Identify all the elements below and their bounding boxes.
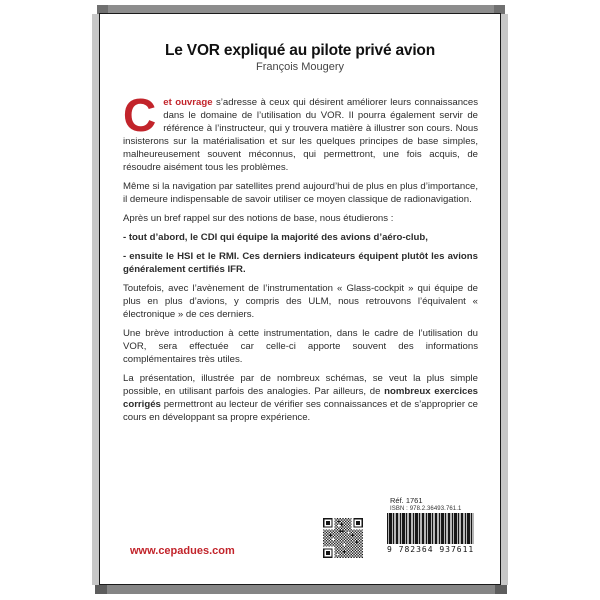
- book-bottom-edge: [95, 585, 507, 594]
- paragraph: - ensuite le HSI et le RMI. Ces derniers indicateurs équipent plutôt les avions généralement certifiés IFR.: [123, 251, 478, 275]
- back-cover-page: [99, 13, 501, 585]
- book-edge-corner: [495, 585, 507, 594]
- book-author: François Mougery: [255, 61, 345, 73]
- isbn-number: ISBN : 978.2.36493.761.1: [390, 506, 462, 512]
- book-left-edge: [92, 14, 99, 585]
- paragraph: Une brève introduction à cette instrumentation, dans le cadre de l’utilisation du VOR, sera effectuée car celle-ci apporte souvent des informations complémentaires très utiles.: [123, 328, 478, 365]
- paragraph: Toutefois, avec l’avènement de l’instrumentation « Glass-cockpit » qui équipe de plus en plus d’avions, y compris des ULM, nous retrouvons l’équivalent « électronique » de ces derniers.: [123, 283, 478, 320]
- barcode-bars: [387, 513, 474, 544]
- paragraph: - tout d’abord, le CDI qui équipe la majorité des avions d’aéro-club,: [123, 232, 428, 243]
- book-edge-corner: [95, 585, 107, 594]
- paragraph: Même si la navigation par satellites prend aujourd’hui de plus en plus d’importance, il demeure indispensable de savoir utiliser ce moyen classique de radionavigation.: [123, 181, 478, 205]
- paragraph: Après un bref rappel sur des notions de base, nous étudierons :: [123, 213, 394, 224]
- barcode-digits: 9 782364 937611: [387, 545, 475, 554]
- reference-number: Réf. 1761: [390, 496, 423, 505]
- barcode: [387, 513, 474, 554]
- drop-cap: C: [123, 89, 157, 141]
- paragraph: Cet ouvrage s’adresse à ceux qui désirent améliorer leurs connaissances dans le domaine de l’utilisation du VOR. Il pourra également servir de référence à l’instructeur, qui y trouvera matière à illustrer son cours. Nous insisterons sur la matérialisation et sur les quelques principes de base simples, malheureusement souvent méconnus, qui permettront, une fois acquis, de résoudre aisément tous les problèmes.: [123, 89, 478, 173]
- synopsis-text: [123, 89, 478, 430]
- book-right-edge: [501, 14, 508, 585]
- book-title: Le VOR expliqué au pilote privé avion: [165, 42, 435, 59]
- paragraph: La présentation, illustrée par de nombreux schémas, se veut la plus simple possible, en utilisant parfois des analogies. Par ailleurs, de nombreux exercices corrigés permettront au lecteur de vérifier ses connaissances et de s’approprier ce cours en développant sa propre expérience.: [123, 373, 478, 423]
- qr-code: [323, 517, 363, 559]
- publisher-website: www.cepadues.com: [130, 545, 235, 557]
